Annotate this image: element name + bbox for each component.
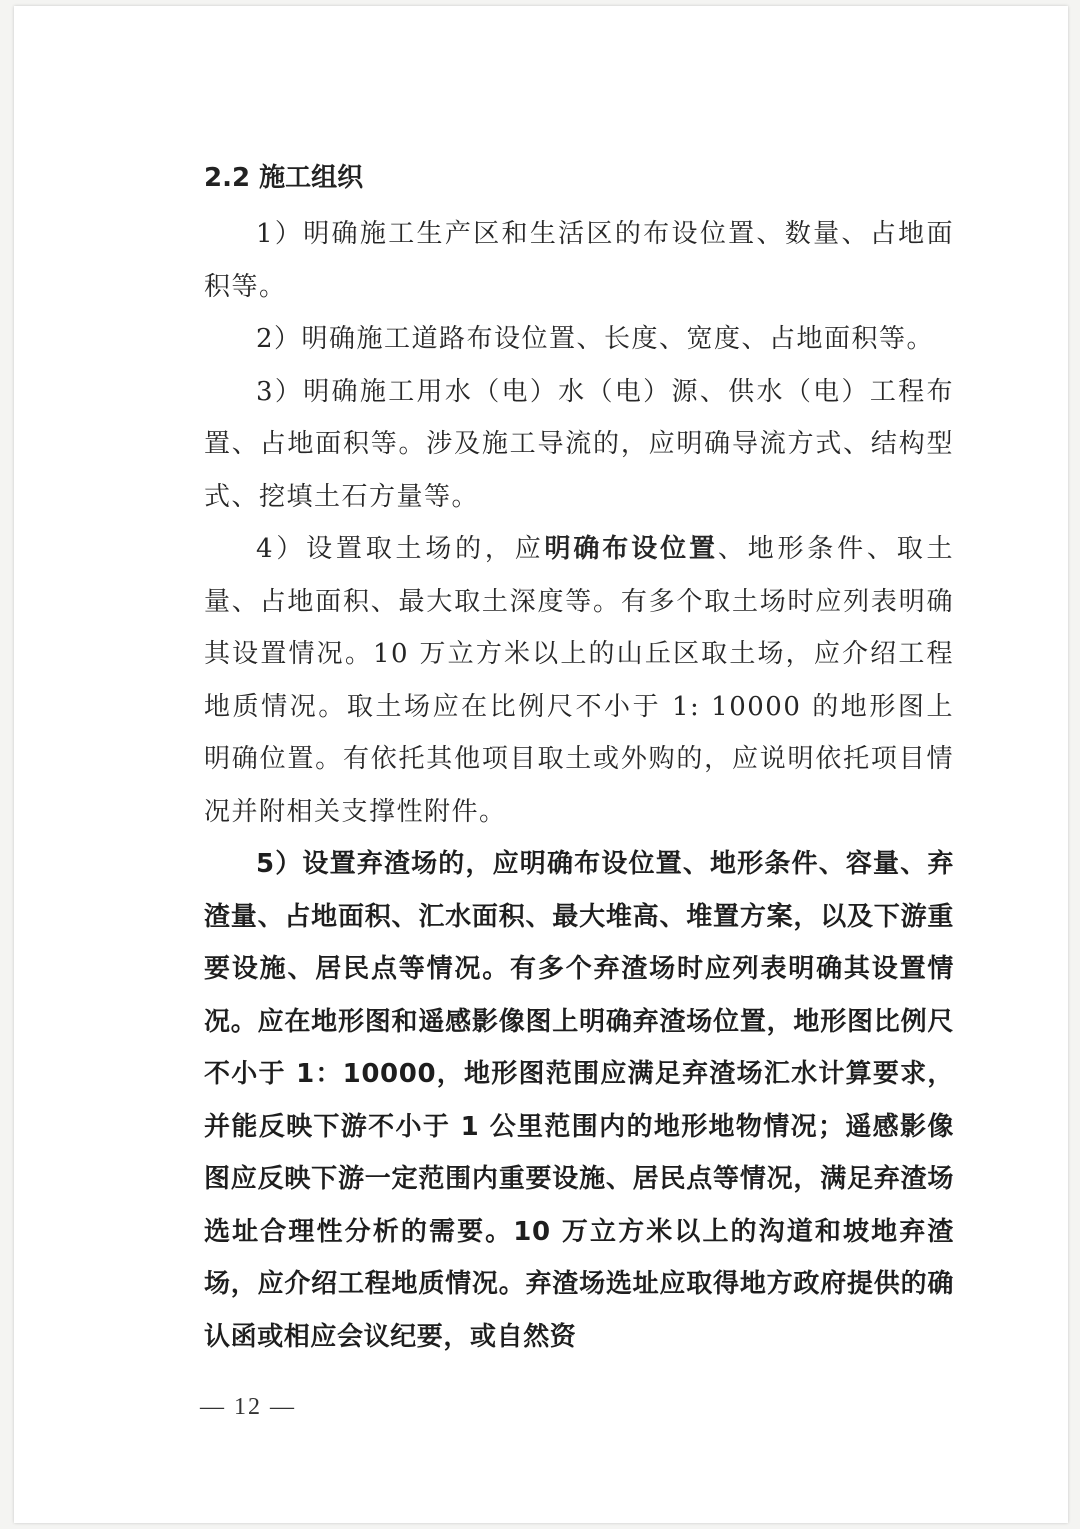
document-body bbox=[204, 156, 954, 1363]
paragraph-5: 5）设置弃渣场的，应明确布设位置、地形条件、容量、弃渣量、占地面积、汇水面积、最大堆高、堆置方案，以及下游重要设施、居民点等情况。有多个弃渣场时应列表明确其设置情况。应在地形图和遥感影像图上明确弃渣场位置，地形图比例尺不小于 1：10000，地形图范围应满足弃渣场汇水计算要求，并能反映下游不小于 1 公里范围内的地形地物情况；遥感影像图应反映下游一定范围内重要设施、居民点等情况，满足弃渣场选址合理性分析的需要。10 万立方米以上的沟道和坡地弃渣场，应介绍工程地质情况。弃渣场选址应取得地方政府提供的确认函或相应会议纪要，或自然资 bbox=[204, 849, 954, 1352]
paragraph-4-before: 4）设置取土场的，应 bbox=[256, 534, 545, 564]
document-page bbox=[14, 6, 1068, 1523]
paragraph-1: 1）明确施工生产区和生活区的布设位置、数量、占地面积等。 bbox=[204, 219, 954, 302]
paragraph-2: 2）明确施工道路布设位置、长度、宽度、占地面积等。 bbox=[256, 324, 935, 354]
paragraph-4-after: 、地形条件、取土量、占地面积、最大取土深度等。有多个取土场时应列表明确其设置情况。10 万立方米以上的山丘区取土场，应介绍工程地质情况。取土场应在比例尺不小于 1: 10000 的地形图上明确位置。有依托其他项目取土或外购的，应说明依托项目情况并附相关支撑性附件。 bbox=[204, 534, 954, 827]
paragraph-4-emphasis: 明确布设位置 bbox=[544, 534, 718, 564]
page-number: — 12 — bbox=[200, 1394, 296, 1420]
paragraph-3: 3）明确施工用水（电）水（电）源、供水（电）工程布置、占地面积等。涉及施工导流的，应明确导流方式、结构型式、挖填土石方量等。 bbox=[204, 376, 954, 512]
paragraph-4 bbox=[204, 523, 954, 838]
section-heading: 2.2 施工组织 bbox=[204, 163, 364, 193]
